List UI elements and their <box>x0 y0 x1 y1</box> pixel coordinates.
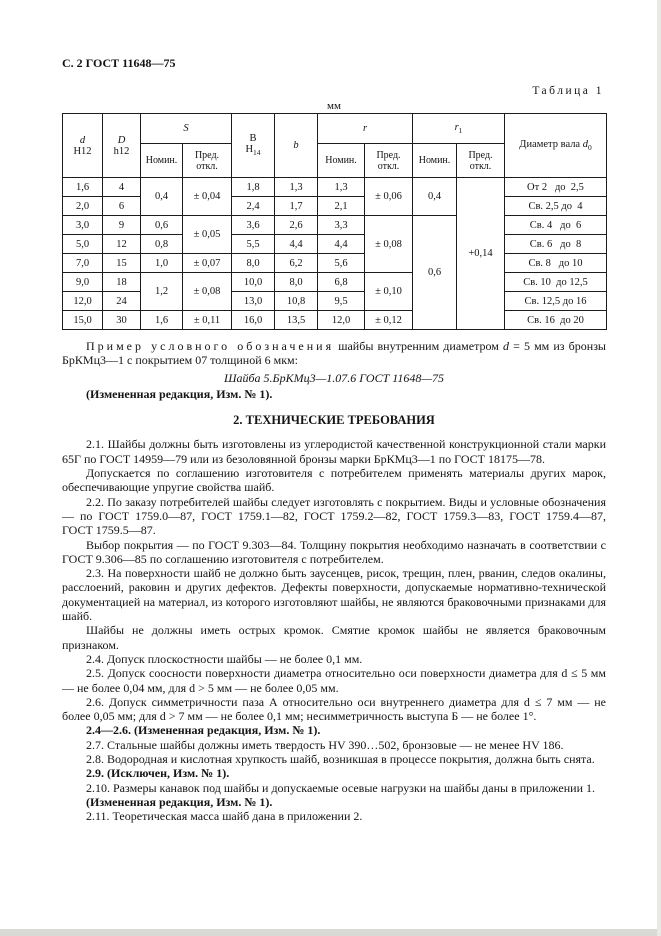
table-cell: 1,2 <box>141 273 183 311</box>
table-cell: От 2 до 2,5 <box>505 178 607 197</box>
table-cell: Св. 6 до 8 <box>505 235 607 254</box>
paragraph-2-3: 2.3. На поверхности шайб не должно быть заусенцев, рисок, трещин, плен, рванин, следов окалины, расслоений, раковин и других дефектов. Дефекты поверхности, допускаемые нормативно-технической документацией на материал, из которого изготовляют шайбы, не являются браковочными признаками для шайб. <box>62 566 606 624</box>
table-cell: 12,0 <box>63 292 103 311</box>
table-cell: 4 <box>103 178 141 197</box>
table-cell: ± 0,06 <box>365 178 413 216</box>
paragraph-2-1: 2.1. Шайбы должны быть изготовлены из углеродистой качественной конструкционной стали марки 65Г по ГОСТ 14959—79 или из безоловянной бронзы марки БрКМц3—1 по ГОСТ 18175—78. <box>62 437 606 466</box>
col-header-d-symbol: d <box>79 134 86 146</box>
col-header-B <box>232 114 275 178</box>
table-cell: 5,6 <box>318 254 365 273</box>
document-body <box>62 339 606 824</box>
scan-edge-bottom <box>0 929 661 936</box>
table-cell: 2,0 <box>63 197 103 216</box>
col-header-B-symbol: В <box>249 133 257 145</box>
paragraph-2-8: 2.8. Водородная и кислотная хрупкость шайб, возникшая в процессе покрытия, должна быть снята. <box>86 752 595 767</box>
table-cell: 0,8 <box>141 235 183 254</box>
col-header-D-tolerance: h12 <box>113 145 130 157</box>
table-cell: ± 0,11 <box>183 311 232 330</box>
table-cell: 1,6 <box>63 178 103 197</box>
col-header-B-tol-sub: 14 <box>253 148 261 158</box>
section-2-title: 2. ТЕХНИЧЕСКИЕ ТРЕБОВАНИЯ <box>233 413 435 428</box>
table-cell: ± 0,10 <box>365 273 413 311</box>
table-row <box>63 178 607 197</box>
table-cell: 4,4 <box>275 235 318 254</box>
col-header-S-symbol: S <box>183 123 189 134</box>
table-cell: 9,5 <box>318 292 365 311</box>
table-cell: 5,0 <box>63 235 103 254</box>
example-intro-spaced: Пример условного обозначения <box>86 339 335 353</box>
table-cell: 15,0 <box>63 311 103 330</box>
table-cell: 1,3 <box>275 178 318 197</box>
table-cell: 16,0 <box>232 311 275 330</box>
table-cell: 10,0 <box>232 273 275 292</box>
col-header-S <box>141 114 232 144</box>
table-unit-label: мм <box>327 100 341 112</box>
col-header-b <box>275 114 318 178</box>
shaft-header-label: Диаметр вала <box>519 138 583 150</box>
table-cell: 1,6 <box>141 311 183 330</box>
col-header-r1-subscript: 1 <box>458 126 463 136</box>
paragraph-2-10: 2.10. Размеры канавок под шайбы и допускаемые осевые нагрузки на шайбы даны в приложении 1. <box>86 780 595 795</box>
paragraph-2-1-note: Допускается по соглашению изготовителя с потребителем применять материалы других марок, обеспечивающие упругие свойства шайб. <box>62 466 606 495</box>
paragraph-2-9-excluded: 2.9. (Исключен, Изм. № 1). <box>86 766 230 781</box>
table-row <box>63 254 607 273</box>
table-cell: 15 <box>103 254 141 273</box>
subheader-r-deviation: Пред. откл. <box>365 144 413 178</box>
table-cell: 1,7 <box>275 197 318 216</box>
table-caption: Таблица 1 <box>532 85 604 97</box>
table-cell: 2,6 <box>275 216 318 235</box>
col-header-shaft-diameter <box>505 114 607 178</box>
table-cell: 0,4 <box>141 178 183 216</box>
table-cell: 2,1 <box>318 197 365 216</box>
table-cell: 6,2 <box>275 254 318 273</box>
table-cell: 3,6 <box>232 216 275 235</box>
table-row <box>63 273 607 292</box>
table-row <box>63 235 607 254</box>
table-cell: 1,3 <box>318 178 365 197</box>
paragraph-2-4-2-6-amendment: 2.4—2.6. (Измененная редакция, Изм. № 1). <box>86 723 321 738</box>
table-cell: 0,6 <box>141 216 183 235</box>
table-cell: 5,5 <box>232 235 275 254</box>
amendment-note: (Измененная редакция, Изм. № 1). <box>86 386 273 401</box>
paragraph-2-5: 2.5. Допуск соосности поверхности диаметра относительно оси поверхности диаметра для d ≤ 5 мм — не более 0,04 мм, для d > 5 мм — не более 0,05 мм. <box>62 666 606 695</box>
table-cell: 0,6 <box>413 216 457 330</box>
col-header-D <box>103 114 141 178</box>
table-cell: ± 0,04 <box>183 178 232 216</box>
table-cell: 12,0 <box>318 311 365 330</box>
table-cell: 3,3 <box>318 216 365 235</box>
shaft-header-subscript: 0 <box>587 143 592 153</box>
table-cell: 18 <box>103 273 141 292</box>
example-intro-rest: = 5 мм из бронзы БрКМц3—1 с покрытием 07 толщиной 6 мкм: <box>62 339 606 368</box>
table-cell: Св. 16 до 20 <box>505 311 607 330</box>
table-cell: 13,5 <box>275 311 318 330</box>
table-cell: 8,0 <box>275 273 318 292</box>
col-header-r <box>318 114 413 144</box>
page-header <box>62 56 604 71</box>
table-cell: 9,0 <box>63 273 103 292</box>
example-intro-mid: шайбы внутренним диаметром <box>334 339 503 353</box>
designation-example <box>62 339 606 368</box>
table-cell: ± 0,07 <box>183 254 232 273</box>
table-cell: 3,0 <box>63 216 103 235</box>
table-cell: +0,14 <box>457 178 505 330</box>
table-cell: 2,4 <box>232 197 275 216</box>
paragraph-2-11: 2.11. Теоретическая масса шайб дана в приложении 2. <box>86 809 363 824</box>
col-header-b-symbol: b <box>293 140 299 151</box>
table-cell: 6,8 <box>318 273 365 292</box>
col-header-r-symbol: r <box>362 123 368 134</box>
table-cell: 6 <box>103 197 141 216</box>
table-cell: 9 <box>103 216 141 235</box>
table-cell: ± 0,05 <box>183 216 232 254</box>
col-header-d-tolerance: Н12 <box>73 145 92 157</box>
table-cell: 1,8 <box>232 178 275 197</box>
subheader-r1-nominal: Номин. <box>413 144 457 178</box>
paragraph-2-3-note: Шайбы не должны иметь острых кромок. Смятие кромок шайбы не является браковочным признаком. <box>62 623 606 652</box>
scan-edge-right <box>657 0 661 936</box>
table-header-row-1 <box>63 114 607 144</box>
page-number-label: С. 2 ГОСТ 11648—75 <box>62 56 176 70</box>
paragraph-2-10-amendment: (Измененная редакция, Изм. № 1). <box>86 794 273 809</box>
table-cell: 24 <box>103 292 141 311</box>
col-header-d <box>63 114 103 178</box>
table-row <box>63 311 607 330</box>
shaft-header-symbol: d <box>582 138 588 150</box>
paragraph-2-4: 2.4. Допуск плоскостности шайбы — не более 0,1 мм. <box>86 651 363 666</box>
col-header-D-symbol: D <box>117 134 126 146</box>
table-cell: 8,0 <box>232 254 275 273</box>
dimensions-table <box>62 113 607 330</box>
table-cell: ± 0,08 <box>183 273 232 311</box>
table-cell: 10,8 <box>275 292 318 311</box>
col-header-r1 <box>413 114 505 144</box>
col-header-B-tolerance <box>234 144 272 157</box>
table-cell: 12 <box>103 235 141 254</box>
subheader-s-deviation: Пред. откл. <box>183 144 232 178</box>
col-header-r1-symbol: r <box>454 121 459 133</box>
table-cell: 4,4 <box>318 235 365 254</box>
paragraph-2-2-note: Выбор покрытия — по ГОСТ 9.303—84. Толщину покрытия необходимо назначать в соответствии с ГОСТ 9.306—85 по соглашению изготовителя с потребителем. <box>62 537 606 566</box>
table-row <box>63 216 607 235</box>
table-cell: Св. 10 до 12,5 <box>505 273 607 292</box>
table-cell: 13,0 <box>232 292 275 311</box>
table-cell: Св. 8 до 10 <box>505 254 607 273</box>
col-header-B-tol-main: Н <box>245 144 254 156</box>
subheader-r1-deviation: Пред. откл. <box>457 144 505 178</box>
table-cell: Св. 2,5 до 4 <box>505 197 607 216</box>
paragraph-2-2: 2.2. По заказу потребителей шайбы следует изготовлять с покрытием. Виды и условные обозначения — по ГОСТ 1759.0—87, ГОСТ 1759.1—82, ГОСТ 1759.2—82, ГОСТ 1759.3—83, ГОСТ 1759.4—87, ГОСТ 1759.5—87. <box>62 494 606 538</box>
paragraph-2-7: 2.7. Стальные шайбы должны иметь твердость HV 390…502, бронзовые — не менее HV 186. <box>86 737 564 752</box>
subheader-s-nominal: Номин. <box>141 144 183 178</box>
table-cell: ± 0,08 <box>365 216 413 273</box>
table-cell: 0,4 <box>413 178 457 216</box>
example-var-d: d <box>502 339 509 353</box>
table-cell: 7,0 <box>63 254 103 273</box>
table-cell: ± 0,12 <box>365 311 413 330</box>
table-cell: 30 <box>103 311 141 330</box>
table-cell: Св. 4 до 6 <box>505 216 607 235</box>
table-cell: 1,0 <box>141 254 183 273</box>
table-cell: Св. 12,5 до 16 <box>505 292 607 311</box>
designation-text: Шайба 5.БрКМц3—1.07.6 ГОСТ 11648—75 <box>223 370 445 385</box>
paragraph-2-6: 2.6. Допуск симметричности паза А относительно оси внутреннего диаметра для d ≤ 7 мм — не более 0,05 мм; для d > 7 мм — не более 0,1 мм; несимметричность выступа Б — не более 1°. <box>62 694 606 724</box>
subheader-r-nominal: Номин. <box>318 144 365 178</box>
